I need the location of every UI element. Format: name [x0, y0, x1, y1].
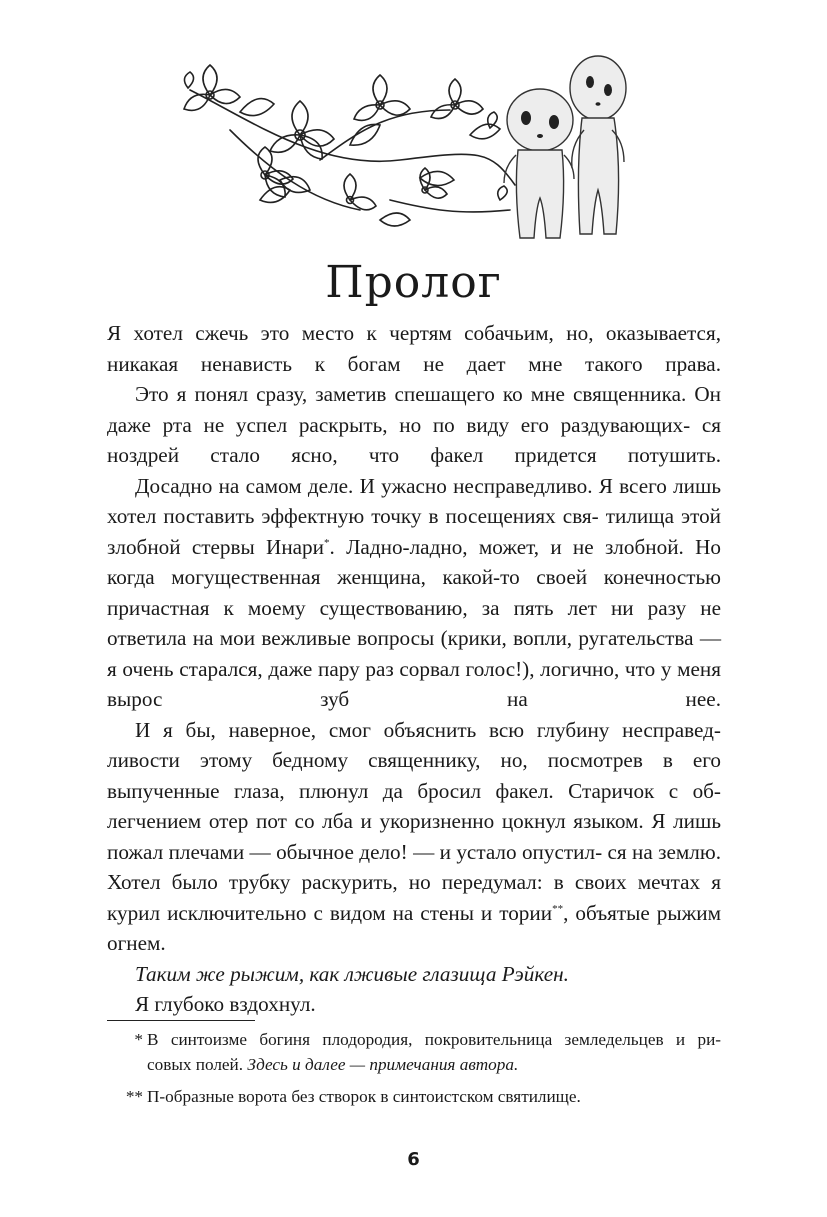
footnote-2	[107, 1085, 721, 1110]
footnote-line	[147, 1053, 721, 1078]
paragraph-4	[107, 715, 721, 959]
text-line: Это я понял сразу, заметив спешащего ко мне священника.	[135, 382, 687, 406]
text-line: своей конечностью причастная к моему существованию,	[107, 565, 722, 620]
footnote-marker: **	[125, 1087, 143, 1106]
footnote-italic: Здесь и далее — примечания автора.	[247, 1054, 519, 1074]
text-line: за пять лет ни разу не ответила на мои вежливые вопросы	[107, 595, 722, 650]
body-text	[107, 318, 721, 1020]
footnote-divider	[107, 1020, 255, 1021]
text-line: ся ноздрей стало ясно, что факел придется потушить.	[107, 412, 722, 467]
text-line: Я лишь пожал плечами — обычное дело! — и устало опустил-	[107, 809, 721, 864]
text-line: ливости этому бедному священнику, но, посмотрев в его	[107, 748, 721, 772]
paragraph-2	[107, 379, 721, 471]
footnote-line: В синтоизме богиня плодородия, покровительница земледельцев и ри-	[147, 1030, 721, 1049]
text-line: Я хотел сжечь это место к чертям собачьим, но, оказывается,	[107, 321, 721, 345]
flowers-and-kodama-spirits-illustration	[170, 50, 660, 250]
chapter-title: Пролог	[325, 257, 502, 309]
text-line: тилища этой злобной стервы Инари	[107, 504, 722, 559]
text-line: выпученные глаза, плюнул да бросил факел. Старичок с об-	[107, 778, 721, 803]
text-line: и тории	[480, 900, 553, 925]
text-line: Я глубоко вздохнул.	[135, 992, 316, 1016]
page-number: 6	[407, 1149, 420, 1170]
text-line: Таким же рыжим, как лживые глазища Рэйкен.	[135, 961, 569, 986]
footnote-ref-2: **	[552, 902, 564, 915]
text-line: в своих мечтах я курил исключительно с видом на стены	[107, 870, 721, 925]
text-line: Досадно на самом деле. И ужасно несправедливо. Я всего	[135, 473, 667, 498]
paragraph-3	[107, 471, 721, 715]
text-line: Он даже рта не успел раскрыть, но по виду его раздувающих-	[107, 382, 722, 437]
paragraph-6	[107, 989, 721, 1020]
text-line: ся на землю. Хотел было трубку раскурить, но передумал:	[107, 839, 721, 894]
text-line: (крики, вопли, ругательства — я очень старался, даже пару	[107, 626, 722, 681]
paragraph-1	[107, 318, 721, 379]
text-line: раз сорвал голос!), логично, что у меня вырос зуб на нее.	[107, 656, 721, 711]
paragraph-5-italic	[107, 959, 721, 990]
footnote-marker: *	[134, 1030, 143, 1049]
text-fragment: , объятые рыжим огнем.	[107, 900, 722, 955]
footnotes	[107, 1028, 721, 1110]
footnote-ref-1: *	[324, 536, 330, 549]
text-line: лишь хотел поставить эффектную точку в посещениях свя-	[107, 473, 721, 528]
text-line: и не злобной. Но когда могущественная женщина, какой-то	[107, 534, 721, 589]
text-line: легчением отер пот со лба и укоризненно цокнул языком.	[107, 809, 644, 833]
footnote-text: П-образные ворота без створок в синтоистском святилище.	[147, 1087, 581, 1106]
footnote-text: совых полей.	[147, 1054, 248, 1074]
text-line: никакая ненависть к богам не дает мне такого права.	[107, 351, 721, 376]
text-fragment: . Ладно-ладно, может,	[329, 534, 540, 559]
text-line: И я бы, наверное, смог объяснить всю глубину несправед-	[135, 717, 721, 742]
footnote-1	[107, 1028, 721, 1077]
